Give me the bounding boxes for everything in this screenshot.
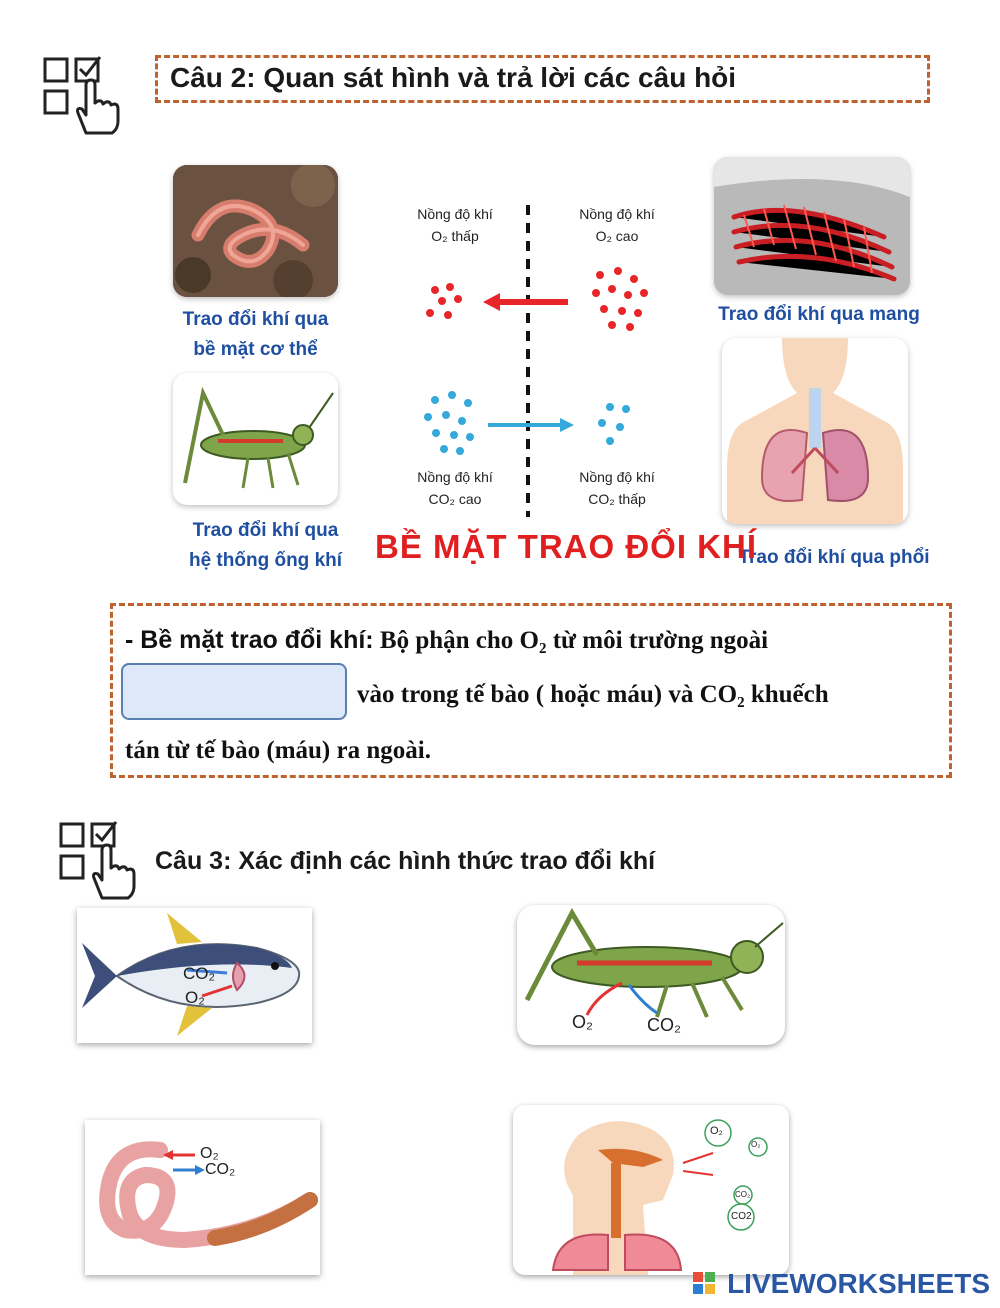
label-co2-high-line2: CO₂ cao — [428, 491, 482, 507]
caption-lungs: Trao đổi khí qua phổi — [738, 547, 930, 568]
insect-o2-label: O₂ — [572, 1012, 593, 1032]
label-co2-low-line1: Nồng độ khí — [579, 469, 655, 485]
label-o2-low — [405, 203, 505, 247]
grasshopper-exercise-image — [517, 905, 785, 1045]
answer-line-3: tán từ tế bào (máu) ra ngoài. — [125, 737, 431, 764]
human-co2a-label: CO₂ — [735, 1190, 751, 1199]
liveworksheets-logo-icon — [693, 1272, 715, 1294]
caption-gills: Trao đổi khí qua mang — [718, 304, 920, 325]
label-co2-low — [567, 466, 667, 510]
caption-body-surface-line2: bề mặt cơ thể — [193, 339, 318, 360]
task-checklist-icon-2 — [58, 820, 138, 900]
worm-co2-label: CO₂ — [205, 1161, 236, 1178]
earthworm-soil-image — [173, 165, 338, 297]
caption-body-surface-line1: Trao đổi khí qua — [182, 309, 329, 330]
earthworm-exercise-image — [85, 1120, 320, 1275]
label-o2-high-line1: Nồng độ khí — [579, 206, 655, 222]
question-3-title: Câu 3: Xác định các hình thức trao đổi khí — [155, 847, 656, 875]
answer-lead: - Bề mặt trao đổi khí: — [125, 626, 374, 654]
human-o2b-label: O₂ — [751, 1140, 761, 1149]
answer-input[interactable] — [121, 663, 347, 720]
question-2-title: Câu 2: Quan sát hình và trả lời các câu hỏi — [170, 62, 737, 93]
caption-body-surface — [178, 305, 333, 365]
fish-o2-label: O₂ — [185, 988, 205, 1007]
label-co2-high-line1: Nồng độ khí — [417, 469, 493, 485]
human-co2b-label: CO2 — [731, 1211, 752, 1222]
label-co2-low-line2: CO₂ thấp — [588, 491, 646, 507]
fish-gills-exercise-image — [77, 908, 312, 1043]
label-co2-high — [405, 466, 505, 510]
caption-tracheal-system — [173, 516, 358, 576]
fish-gills-image — [714, 157, 910, 295]
label-o2-low-line2: O₂ thấp — [431, 228, 479, 244]
diagram-title: BỀ MẶT TRAO ĐỔI KHÍ — [375, 528, 757, 565]
grasshopper-image — [173, 373, 338, 505]
fish-co2-label: CO₂ — [183, 964, 216, 983]
label-o2-high-line2: O₂ cao — [595, 228, 639, 244]
label-o2-high — [567, 203, 667, 247]
human-o2-label: O₂ — [710, 1125, 723, 1137]
label-o2-low-line1: Nồng độ khí — [417, 206, 493, 222]
task-checklist-icon — [42, 55, 122, 135]
insect-co2-label: CO₂ — [647, 1015, 681, 1035]
human-breathing-exercise-image — [513, 1105, 789, 1275]
brand-watermark[interactable]: LIVEWORKSHEETS — [727, 1268, 990, 1299]
human-lungs-image — [722, 338, 908, 524]
answer-line-1-text: Bộ phận cho O₂ từ môi trường ngoài — [379, 627, 769, 654]
caption-tracheal-line2: hệ thống ống khí — [188, 550, 343, 571]
caption-tracheal-line1: Trao đổi khí qua — [192, 520, 339, 541]
worm-o2-label: O₂ — [200, 1145, 219, 1162]
answer-line-2: vào trong tế bào ( hoặc máu) và CO₂ khuếch — [357, 681, 829, 708]
answer-line-1 — [125, 626, 768, 655]
